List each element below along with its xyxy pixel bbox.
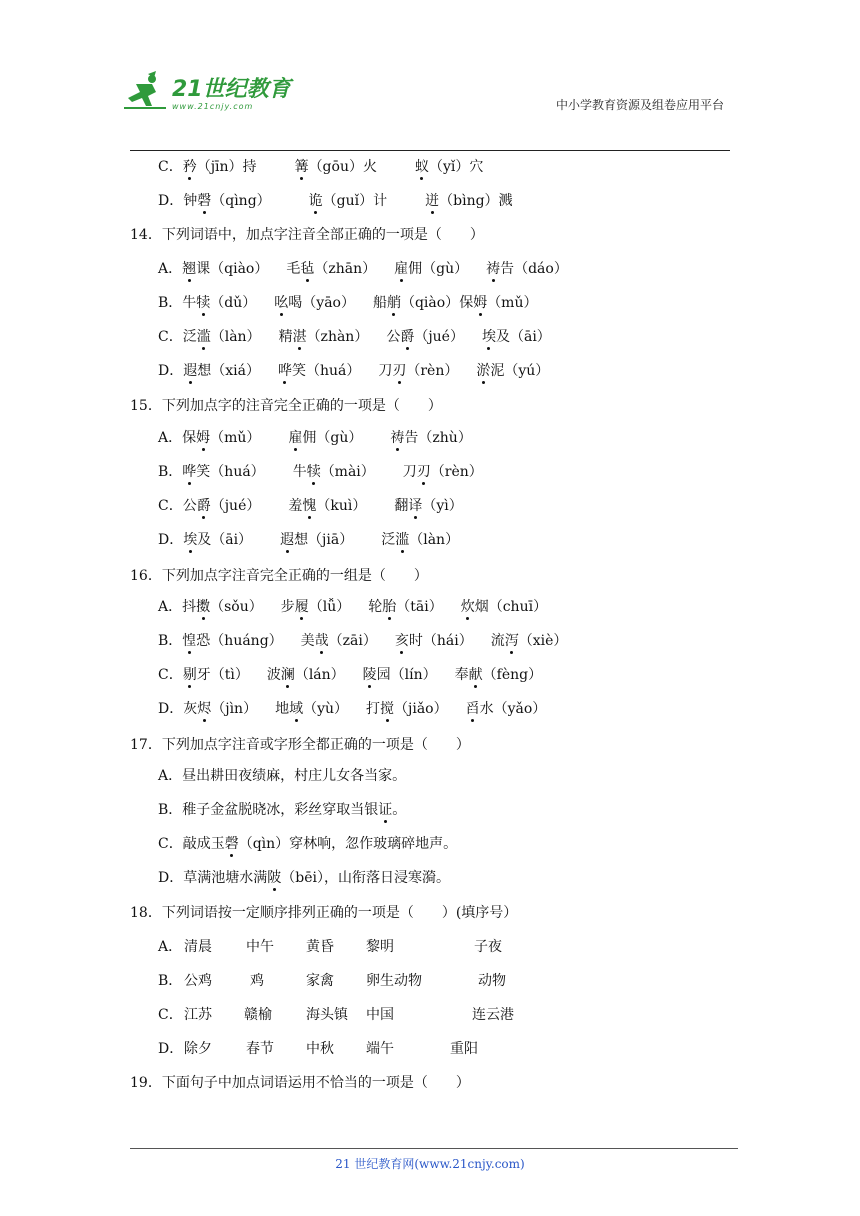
option-line: D．遐想（xiá） 哗笑（huá） 刀刃（rèn） 淤泥（yú） [158, 363, 550, 379]
question-stem: 19．下面句子中加点词语运用不恰当的一项是（ ） [130, 1075, 470, 1091]
option-line: D． 除夕 春节 中秋 端午 重阳 [158, 1041, 478, 1057]
footer-divider [130, 1148, 738, 1149]
footer-link[interactable]: 21 世纪教育网(www.21cnjy.com) [335, 1157, 525, 1171]
platform-name: 中小学教育资源及组卷应用平台 [555, 98, 724, 112]
option-line: D．草满池塘水满陂（bēi），山衔落日浸寒漪。 [158, 870, 450, 886]
option-line: B． 公鸡 鸡 家禽 卵生动物 动物 [158, 973, 506, 989]
option-line: D．灰烬（jìn） 地域（yù） 打搅（jiǎo） 舀水（yǎo） [158, 701, 547, 717]
option-line: C．矜（jīn）持 篝（gōu）火 蚁（yǐ）穴 [158, 159, 484, 175]
question-stem: 17．下列加点字注音或字形全都正确的一项是（ ） [130, 737, 470, 753]
option-line: B．牛犊（dǔ） 吆喝（yāo） 船艄（qiào）保姆（mǔ） [158, 295, 538, 311]
option-line: C．敲成玉磬（qìn）穿林响，忽作玻璃碎地声。 [158, 836, 458, 852]
question-stem: 14．下列词语中，加点字注音全部正确的一项是（ ） [130, 227, 484, 243]
question-stem: 15．下列加点字的注音完全正确的一项是（ ） [130, 398, 442, 414]
logo-url: www.21cnjy.com [172, 102, 254, 111]
option-line: D．埃及（āi） 遐想（jiā） 泛滥（làn） [158, 532, 460, 548]
question-stem: 18．下列词语按一定顺序排列正确的一项是（ ）(填序号） [130, 905, 518, 921]
runner-logo-icon [122, 70, 170, 112]
option-line: B．惶恐（huáng） 美哉（zāi） 亥时（hái） 流泻（xiè） [158, 633, 568, 649]
option-line: A．抖擞（sǒu） 步履（lǚ） 轮胎（tāi） 炊烟（chuī） [158, 599, 548, 615]
logo-text: 21世纪教育 [172, 77, 291, 102]
option-line: A．保姆（mǔ） 雇佣（gù） 祷告（zhù） [158, 430, 472, 446]
option-line: C．泛滥（làn） 精湛（zhàn） 公爵（jué） 埃及（āi） [158, 329, 551, 345]
option-line: D．钟磬（qìng） 诡（guǐ）计 迸（bìng）溅 [158, 193, 513, 209]
option-line: C．剔牙（tì） 波澜（lán） 陵园（lín） 奉献（fèng） [158, 667, 543, 683]
header-divider [130, 150, 730, 151]
question-stem: 16．下列加点字注音完全正确的一组是（ ） [130, 568, 428, 584]
option-line: C．公爵（jué） 羞愧（kuì） 翻译（yì） [158, 498, 463, 514]
option-line: A． 清晨 中午 黄昏 黎明 子夜 [158, 939, 502, 955]
option-line: C． 江苏 赣榆 海头镇 中国 连云港 [158, 1007, 514, 1023]
option-line: A．昼出耕田夜绩麻，村庄儿女各当家。 [158, 768, 407, 784]
page-header [0, 0, 860, 160]
option-line: B．稚子金盆脱晓冰，彩丝穿取当银证。 [158, 802, 407, 818]
option-line: A．翘课（qiào） 毛毡（zhān） 雇佣（gù） 祷告（dáo） [158, 261, 568, 277]
site-logo [122, 66, 302, 116]
option-line: B．哗笑（huá） 牛犊（mài） 刀刃（rèn） [158, 464, 483, 480]
